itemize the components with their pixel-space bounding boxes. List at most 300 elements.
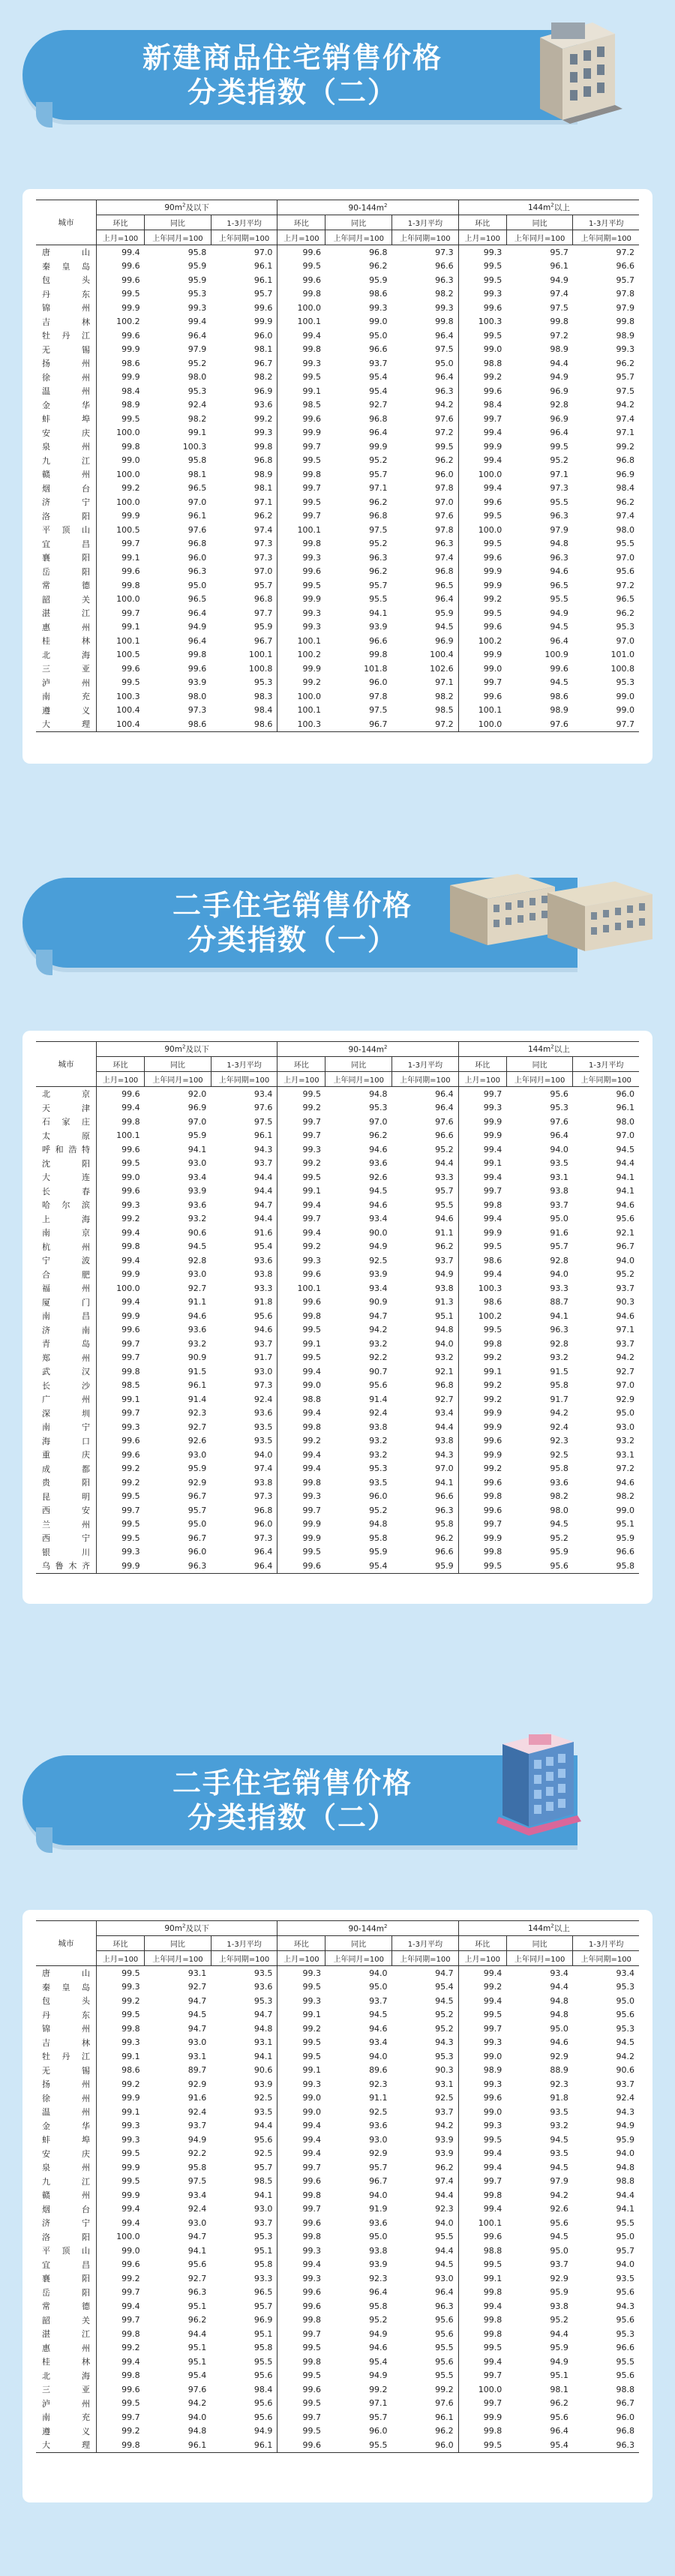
- index-value: 99.1: [458, 1157, 506, 1171]
- city-name: 宁 波: [42, 1256, 90, 1266]
- apartment-building-icon: [442, 870, 660, 953]
- index-value: 95.0: [369, 1982, 388, 1992]
- index-value: 99.6: [278, 565, 326, 579]
- base-header: 上年同月=100: [506, 230, 573, 245]
- index-value: 97.0: [435, 1464, 454, 1474]
- index-value: 95.1: [188, 2301, 207, 2311]
- index-value: 98.6: [369, 289, 388, 299]
- index-value: 99.8: [369, 650, 388, 660]
- index-value: 97.2: [616, 247, 634, 257]
- index-value: 99.4: [97, 1226, 145, 1240]
- index-value: 99.9: [97, 509, 145, 524]
- index-value: 93.4: [550, 1968, 568, 1978]
- sub-header: 1-3月平均: [573, 1057, 639, 1072]
- index-value: 98.4: [616, 483, 634, 494]
- index-value: 97.6: [188, 2384, 207, 2394]
- index-value: 93.5: [616, 2273, 634, 2283]
- index-value: 94.9: [550, 372, 568, 383]
- index-value: 96.2: [616, 358, 634, 368]
- base-header: 上年同月=100: [326, 1951, 392, 1966]
- index-value: 95.7: [369, 2162, 388, 2172]
- index-value: 95.7: [254, 2301, 273, 2311]
- index-value: 94.2: [435, 400, 454, 410]
- table-row: [36, 2230, 639, 2244]
- index-value: 95.1: [188, 2343, 207, 2353]
- index-value: 99.5: [550, 441, 568, 452]
- index-value: 93.4: [369, 1214, 388, 1224]
- index-value: 95.1: [550, 2370, 568, 2381]
- sub-header: 同比: [326, 1936, 392, 1951]
- index-value: 93.8: [254, 1269, 273, 1280]
- index-value: 94.6: [188, 1311, 207, 1321]
- index-value: 100.0: [458, 523, 506, 537]
- index-value: 96.1: [254, 275, 273, 285]
- index-value: 99.9: [458, 1420, 506, 1434]
- index-value: 96.3: [188, 566, 207, 577]
- index-value: 95.3: [254, 2232, 273, 2242]
- index-value: 95.0: [369, 330, 388, 341]
- index-value: 94.4: [435, 2190, 454, 2200]
- index-value: 99.8: [278, 343, 326, 357]
- index-value: 92.7: [369, 400, 388, 410]
- index-value: 99.5: [97, 1966, 145, 1980]
- index-value: 93.6: [254, 1408, 273, 1419]
- city-name: 三 亚: [42, 664, 90, 674]
- index-value: 99.2: [616, 441, 634, 452]
- index-value: 99.5: [97, 412, 145, 426]
- index-value: 95.9: [369, 275, 388, 285]
- city-name: 南 充: [42, 692, 90, 702]
- index-value: 89.6: [369, 2065, 388, 2076]
- index-value: 93.7: [254, 2217, 273, 2228]
- base-header: 上年同期=100: [211, 1951, 278, 1966]
- table-row: [36, 1462, 639, 1476]
- index-value: 95.0: [616, 2232, 634, 2242]
- table-row: [36, 523, 639, 537]
- sub-header: 环比: [458, 1936, 506, 1951]
- city-name: 太 原: [42, 1130, 90, 1141]
- index-value: 99.9: [97, 343, 145, 357]
- index-value: 96.0: [369, 2426, 388, 2436]
- col-group-mid: $90-144m^2$: [278, 1921, 458, 1936]
- table-row: [36, 2410, 639, 2424]
- index-value: 99.4: [97, 1296, 145, 1310]
- index-value: 90.3: [616, 1297, 634, 1308]
- index-value: 93.7: [616, 1338, 634, 1349]
- index-value: 93.2: [369, 1436, 388, 1446]
- index-value: 95.7: [188, 1505, 207, 1515]
- index-value: 99.4: [458, 1994, 506, 2008]
- city-name: 北 海: [42, 650, 90, 660]
- index-value: 99.5: [97, 1157, 145, 1171]
- index-value: 92.5: [435, 2093, 454, 2103]
- index-value: 96.3: [435, 386, 454, 396]
- table-row: [36, 551, 639, 565]
- index-value: 99.5: [458, 1559, 506, 1573]
- index-value: 94.1: [369, 608, 388, 618]
- index-value: 97.6: [435, 2398, 454, 2409]
- city-name: 泸 州: [42, 677, 90, 688]
- index-value: 95.4: [326, 1559, 392, 1573]
- city-name: 西 安: [42, 1506, 90, 1516]
- index-value: 99.5: [97, 2397, 145, 2411]
- index-value: 99.6: [278, 2299, 326, 2313]
- index-value: 95.6: [616, 1214, 634, 1224]
- table-row: [36, 620, 639, 635]
- index-value: 98.8: [278, 1392, 326, 1407]
- index-value: 92.6: [550, 2204, 568, 2214]
- index-value: 93.2: [435, 1353, 454, 1363]
- index-value: 99.5: [458, 2133, 506, 2147]
- index-value: 94.5: [550, 2162, 568, 2172]
- index-value: 92.1: [616, 1227, 634, 1238]
- index-value: 99.5: [458, 537, 506, 551]
- index-value: 100.1: [458, 704, 506, 718]
- index-value: 99.1: [458, 2271, 506, 2286]
- index-value: 97.2: [435, 428, 454, 438]
- index-value: 99.0: [458, 343, 506, 357]
- index-value: 99.3: [278, 356, 326, 371]
- index-value: 94.3: [616, 2301, 634, 2311]
- index-value: 95.6: [435, 2356, 454, 2367]
- index-value: 96.4: [369, 428, 388, 438]
- index-value: 98.8: [458, 356, 506, 371]
- index-value: 96.2: [550, 2398, 568, 2409]
- index-value: 99.8: [278, 1420, 326, 1434]
- index-value: 99.4: [278, 2258, 326, 2272]
- index-value: 94.7: [369, 1311, 388, 1321]
- index-value: 98.4: [458, 398, 506, 413]
- index-value: 97.3: [254, 1491, 273, 1502]
- index-value: 93.5: [254, 1422, 273, 1432]
- title-line2: 分类指数（二）: [187, 1801, 398, 1834]
- index-value: 99.5: [97, 1518, 145, 1532]
- index-value: 99.5: [458, 2341, 506, 2355]
- index-value: 100.1: [278, 634, 326, 648]
- index-value: 94.5: [616, 2037, 634, 2048]
- index-value: 95.7: [435, 1186, 454, 1196]
- city-name: 济 南: [42, 1325, 90, 1335]
- city-name: 宜 昌: [42, 539, 90, 549]
- table-row: [36, 2382, 639, 2397]
- index-value: 94.5: [616, 1144, 634, 1154]
- index-value: 99.2: [97, 1462, 145, 1476]
- index-value: 96.2: [369, 1130, 388, 1141]
- index-value: 99.7: [278, 2160, 326, 2175]
- index-value: 99.6: [97, 2258, 145, 2272]
- table-row: [36, 315, 639, 329]
- index-value: 94.6: [616, 1199, 634, 1210]
- index-value: 94.9: [550, 2356, 568, 2367]
- index-value: 99.2: [435, 2384, 454, 2394]
- index-value: 96.5: [188, 483, 207, 494]
- sub-header: 环比: [97, 1936, 145, 1951]
- city-name: 丹 东: [42, 289, 90, 299]
- table-row: [36, 2369, 639, 2383]
- col-city: 城市: [36, 200, 97, 245]
- index-value: 99.2: [278, 1240, 326, 1254]
- index-value: 93.1: [254, 2037, 273, 2048]
- index-value: 100.5: [97, 523, 145, 537]
- index-value: 99.8: [458, 2286, 506, 2300]
- index-value: 95.2: [369, 455, 388, 466]
- index-value: 94.6: [369, 2343, 388, 2353]
- index-value: 94.1: [254, 2190, 273, 2200]
- index-value: 94.8: [254, 2023, 273, 2034]
- table-row: [36, 2022, 639, 2036]
- index-value: 100.0: [97, 2230, 145, 2244]
- index-value: 93.6: [254, 1982, 273, 1992]
- index-value: 99.4: [458, 1142, 506, 1157]
- index-value: 99.2: [458, 593, 506, 607]
- index-value: 93.6: [188, 1325, 207, 1335]
- index-value: 92.3: [188, 1408, 207, 1419]
- sub-header: 1-3月平均: [211, 1936, 278, 1951]
- index-value: 96.2: [369, 566, 388, 577]
- index-value: 99.2: [458, 1392, 506, 1407]
- index-value: 99.5: [278, 1351, 326, 1365]
- index-value: 92.4: [369, 1408, 388, 1419]
- sub-header: 环比: [278, 215, 326, 230]
- index-value: 97.3: [188, 705, 207, 716]
- index-value: 99.8: [278, 2188, 326, 2202]
- price-index-table: [36, 1920, 639, 2453]
- index-value: 100.3: [182, 441, 207, 452]
- index-value: 94.4: [254, 1172, 273, 1182]
- index-value: 98.5: [254, 2176, 273, 2187]
- index-value: 93.8: [254, 1477, 273, 1488]
- index-value: 94.7: [254, 1199, 273, 1210]
- index-value: 89.7: [188, 2065, 207, 2076]
- index-value: 92.4: [254, 1394, 273, 1404]
- city-name: 扬 州: [42, 2079, 90, 2090]
- sub-header: 同比: [145, 1057, 212, 1072]
- table-row: [36, 2188, 639, 2202]
- city-name: 泉 州: [42, 442, 90, 452]
- index-value: 99.8: [278, 1309, 326, 1323]
- index-value: 99.7: [278, 1115, 326, 1129]
- index-value: 100.0: [97, 495, 145, 509]
- table-row: [36, 245, 639, 260]
- index-value: 91.4: [188, 1394, 207, 1404]
- city-name: 九 江: [42, 455, 90, 466]
- index-value: 99.6: [97, 273, 145, 287]
- table-row: [36, 1212, 639, 1226]
- index-value: 95.0: [550, 2023, 568, 2034]
- index-value: 99.5: [278, 2049, 326, 2064]
- index-value: 99.8: [97, 1240, 145, 1254]
- index-value: 99.5: [458, 1240, 506, 1254]
- index-value: 99.5: [458, 2258, 506, 2272]
- city-name: 蚌 埠: [42, 2135, 90, 2145]
- index-value: 97.1: [369, 483, 388, 494]
- index-value: 95.9: [188, 1130, 207, 1141]
- index-value: 100.0: [97, 1281, 145, 1296]
- index-value: 91.8: [550, 2093, 568, 2103]
- index-value: 99.0: [458, 2105, 506, 2119]
- table-row: [36, 2105, 639, 2119]
- index-value: 91.7: [254, 1353, 273, 1363]
- index-value: 96.4: [550, 2426, 568, 2436]
- index-value: 96.0: [392, 2438, 459, 2452]
- index-value: 99.5: [97, 2147, 145, 2161]
- index-value: 96.6: [435, 1547, 454, 1557]
- index-value: 99.6: [278, 245, 326, 260]
- table-row: [36, 1226, 639, 1240]
- index-value: 99.8: [458, 2327, 506, 2341]
- index-value: 98.6: [211, 717, 278, 731]
- index-value: 96.4: [550, 428, 568, 438]
- index-value: 92.9: [550, 2273, 568, 2283]
- table-row: [36, 634, 639, 648]
- index-value: 99.2: [97, 1476, 145, 1490]
- table-row: [36, 454, 639, 468]
- index-value: 95.6: [550, 2412, 568, 2422]
- index-value: 99.0: [97, 454, 145, 468]
- index-value: 98.1: [188, 469, 207, 479]
- index-value: 99.2: [97, 2424, 145, 2439]
- city-name: 三 亚: [42, 2385, 90, 2395]
- city-name: 平顶山: [42, 525, 90, 536]
- index-value: 98.9: [97, 398, 145, 413]
- city-name: 牡丹江: [42, 2052, 90, 2062]
- index-value: 95.2: [369, 2315, 388, 2325]
- index-value: 95.9: [550, 1547, 568, 1557]
- price-index-table-card: [22, 1031, 652, 1604]
- index-value: 99.4: [458, 2355, 506, 2369]
- index-value: 94.2: [369, 1325, 388, 1335]
- index-value: 97.1: [550, 469, 568, 479]
- index-value: 91.4: [369, 1394, 388, 1404]
- index-value: 99.9: [97, 2188, 145, 2202]
- index-value: 94.0: [254, 1449, 273, 1460]
- index-value: 96.1: [435, 2412, 454, 2422]
- index-value: 96.7: [616, 1241, 634, 1252]
- index-value: 96.8: [616, 2426, 634, 2436]
- index-value: 95.1: [616, 1519, 634, 1530]
- index-value: 92.8: [550, 400, 568, 410]
- index-value: 93.1: [616, 1449, 634, 1460]
- index-value: 98.8: [616, 2176, 634, 2187]
- index-value: 93.6: [188, 1199, 207, 1210]
- index-value: 95.3: [435, 2051, 454, 2061]
- index-value: 99.4: [458, 2147, 506, 2161]
- index-value: 99.3: [97, 1980, 145, 1995]
- table-row: [36, 2091, 639, 2106]
- index-value: 95.7: [369, 2412, 388, 2422]
- index-value: 93.7: [254, 1338, 273, 1349]
- index-value: 96.8: [254, 594, 273, 605]
- index-value: 99.7: [97, 537, 145, 551]
- index-value: 97.3: [550, 483, 568, 494]
- city-name: 泉 州: [42, 2163, 90, 2173]
- index-value: 92.3: [369, 2273, 388, 2283]
- index-value: 100.2: [458, 634, 506, 648]
- base-header: 上年同月=100: [145, 230, 212, 245]
- index-value: 96.3: [435, 275, 454, 285]
- index-value: 96.1: [145, 2438, 212, 2452]
- index-value: 99.5: [278, 1087, 326, 1101]
- index-value: 94.0: [435, 2217, 454, 2228]
- index-value: 96.9: [616, 469, 634, 479]
- index-value: 99.1: [278, 2064, 326, 2078]
- section-banner: [22, 30, 578, 120]
- index-value: 99.2: [458, 1379, 506, 1393]
- base-header: 上年同月=100: [145, 1072, 212, 1087]
- index-value: 99.3: [278, 551, 326, 565]
- index-value: 97.2: [616, 1464, 634, 1474]
- index-value: 99.3: [369, 302, 388, 313]
- index-value: 99.6: [278, 273, 326, 287]
- index-value: 94.5: [550, 622, 568, 632]
- table-row: [36, 2424, 639, 2439]
- index-value: 95.6: [616, 2315, 634, 2325]
- index-value: 99.4: [97, 1253, 145, 1268]
- index-value: 94.9: [369, 2328, 388, 2339]
- index-value: 95.3: [616, 2328, 634, 2339]
- index-value: 99.7: [458, 1087, 506, 1101]
- table-row: [36, 1420, 639, 1434]
- index-value: 100.1: [278, 1281, 326, 1296]
- index-value: 90.3: [435, 2065, 454, 2076]
- index-value: 99.7: [458, 2397, 506, 2411]
- index-value: 94.5: [550, 2134, 568, 2145]
- index-value: 99.8: [458, 2313, 506, 2328]
- index-value: 95.7: [616, 275, 634, 285]
- index-value: 93.7: [616, 2079, 634, 2089]
- sub-header: 1-3月平均: [392, 1936, 459, 1951]
- index-value: 93.0: [435, 2273, 454, 2283]
- index-value: 98.2: [188, 413, 207, 424]
- index-value: 97.0: [616, 635, 634, 646]
- index-value: 94.8: [616, 2162, 634, 2172]
- index-value: 95.6: [550, 2217, 568, 2228]
- index-value: 95.2: [188, 358, 207, 368]
- index-value: 97.4: [254, 1464, 273, 1474]
- table-row: [36, 662, 639, 676]
- index-value: 94.1: [616, 2204, 634, 2214]
- index-value: 100.3: [458, 315, 506, 329]
- table-row: [36, 1323, 639, 1338]
- index-value: 92.7: [188, 1422, 207, 1432]
- city-name: 大 理: [36, 2438, 97, 2452]
- index-value: 93.5: [254, 1968, 273, 1978]
- index-value: 94.3: [616, 2106, 634, 2117]
- index-value: 91.3: [435, 1297, 454, 1308]
- index-value: 95.7: [369, 580, 388, 590]
- index-value: 99.2: [458, 1462, 506, 1476]
- index-value: 101.0: [610, 650, 634, 660]
- table-row: [36, 1184, 639, 1199]
- index-value: 96.4: [550, 1130, 568, 1141]
- index-value: 96.3: [435, 539, 454, 549]
- city-name: 秦皇岛: [42, 1982, 90, 1992]
- index-value: 93.5: [254, 2106, 273, 2117]
- index-value: 90.6: [616, 2065, 634, 2076]
- index-value: 99.6: [458, 551, 506, 565]
- index-value: 95.7: [550, 1241, 568, 1252]
- index-value: 99.9: [97, 2091, 145, 2106]
- index-value: 95.7: [254, 289, 273, 299]
- index-value: 96.0: [188, 1547, 207, 1557]
- table-row: [36, 2327, 639, 2341]
- index-value: 94.5: [550, 1519, 568, 1530]
- index-value: 99.6: [278, 2175, 326, 2189]
- index-value: 99.5: [278, 495, 326, 509]
- index-value: 99.0: [616, 705, 634, 716]
- index-value: 95.3: [254, 1995, 273, 2006]
- index-value: 94.5: [435, 622, 454, 632]
